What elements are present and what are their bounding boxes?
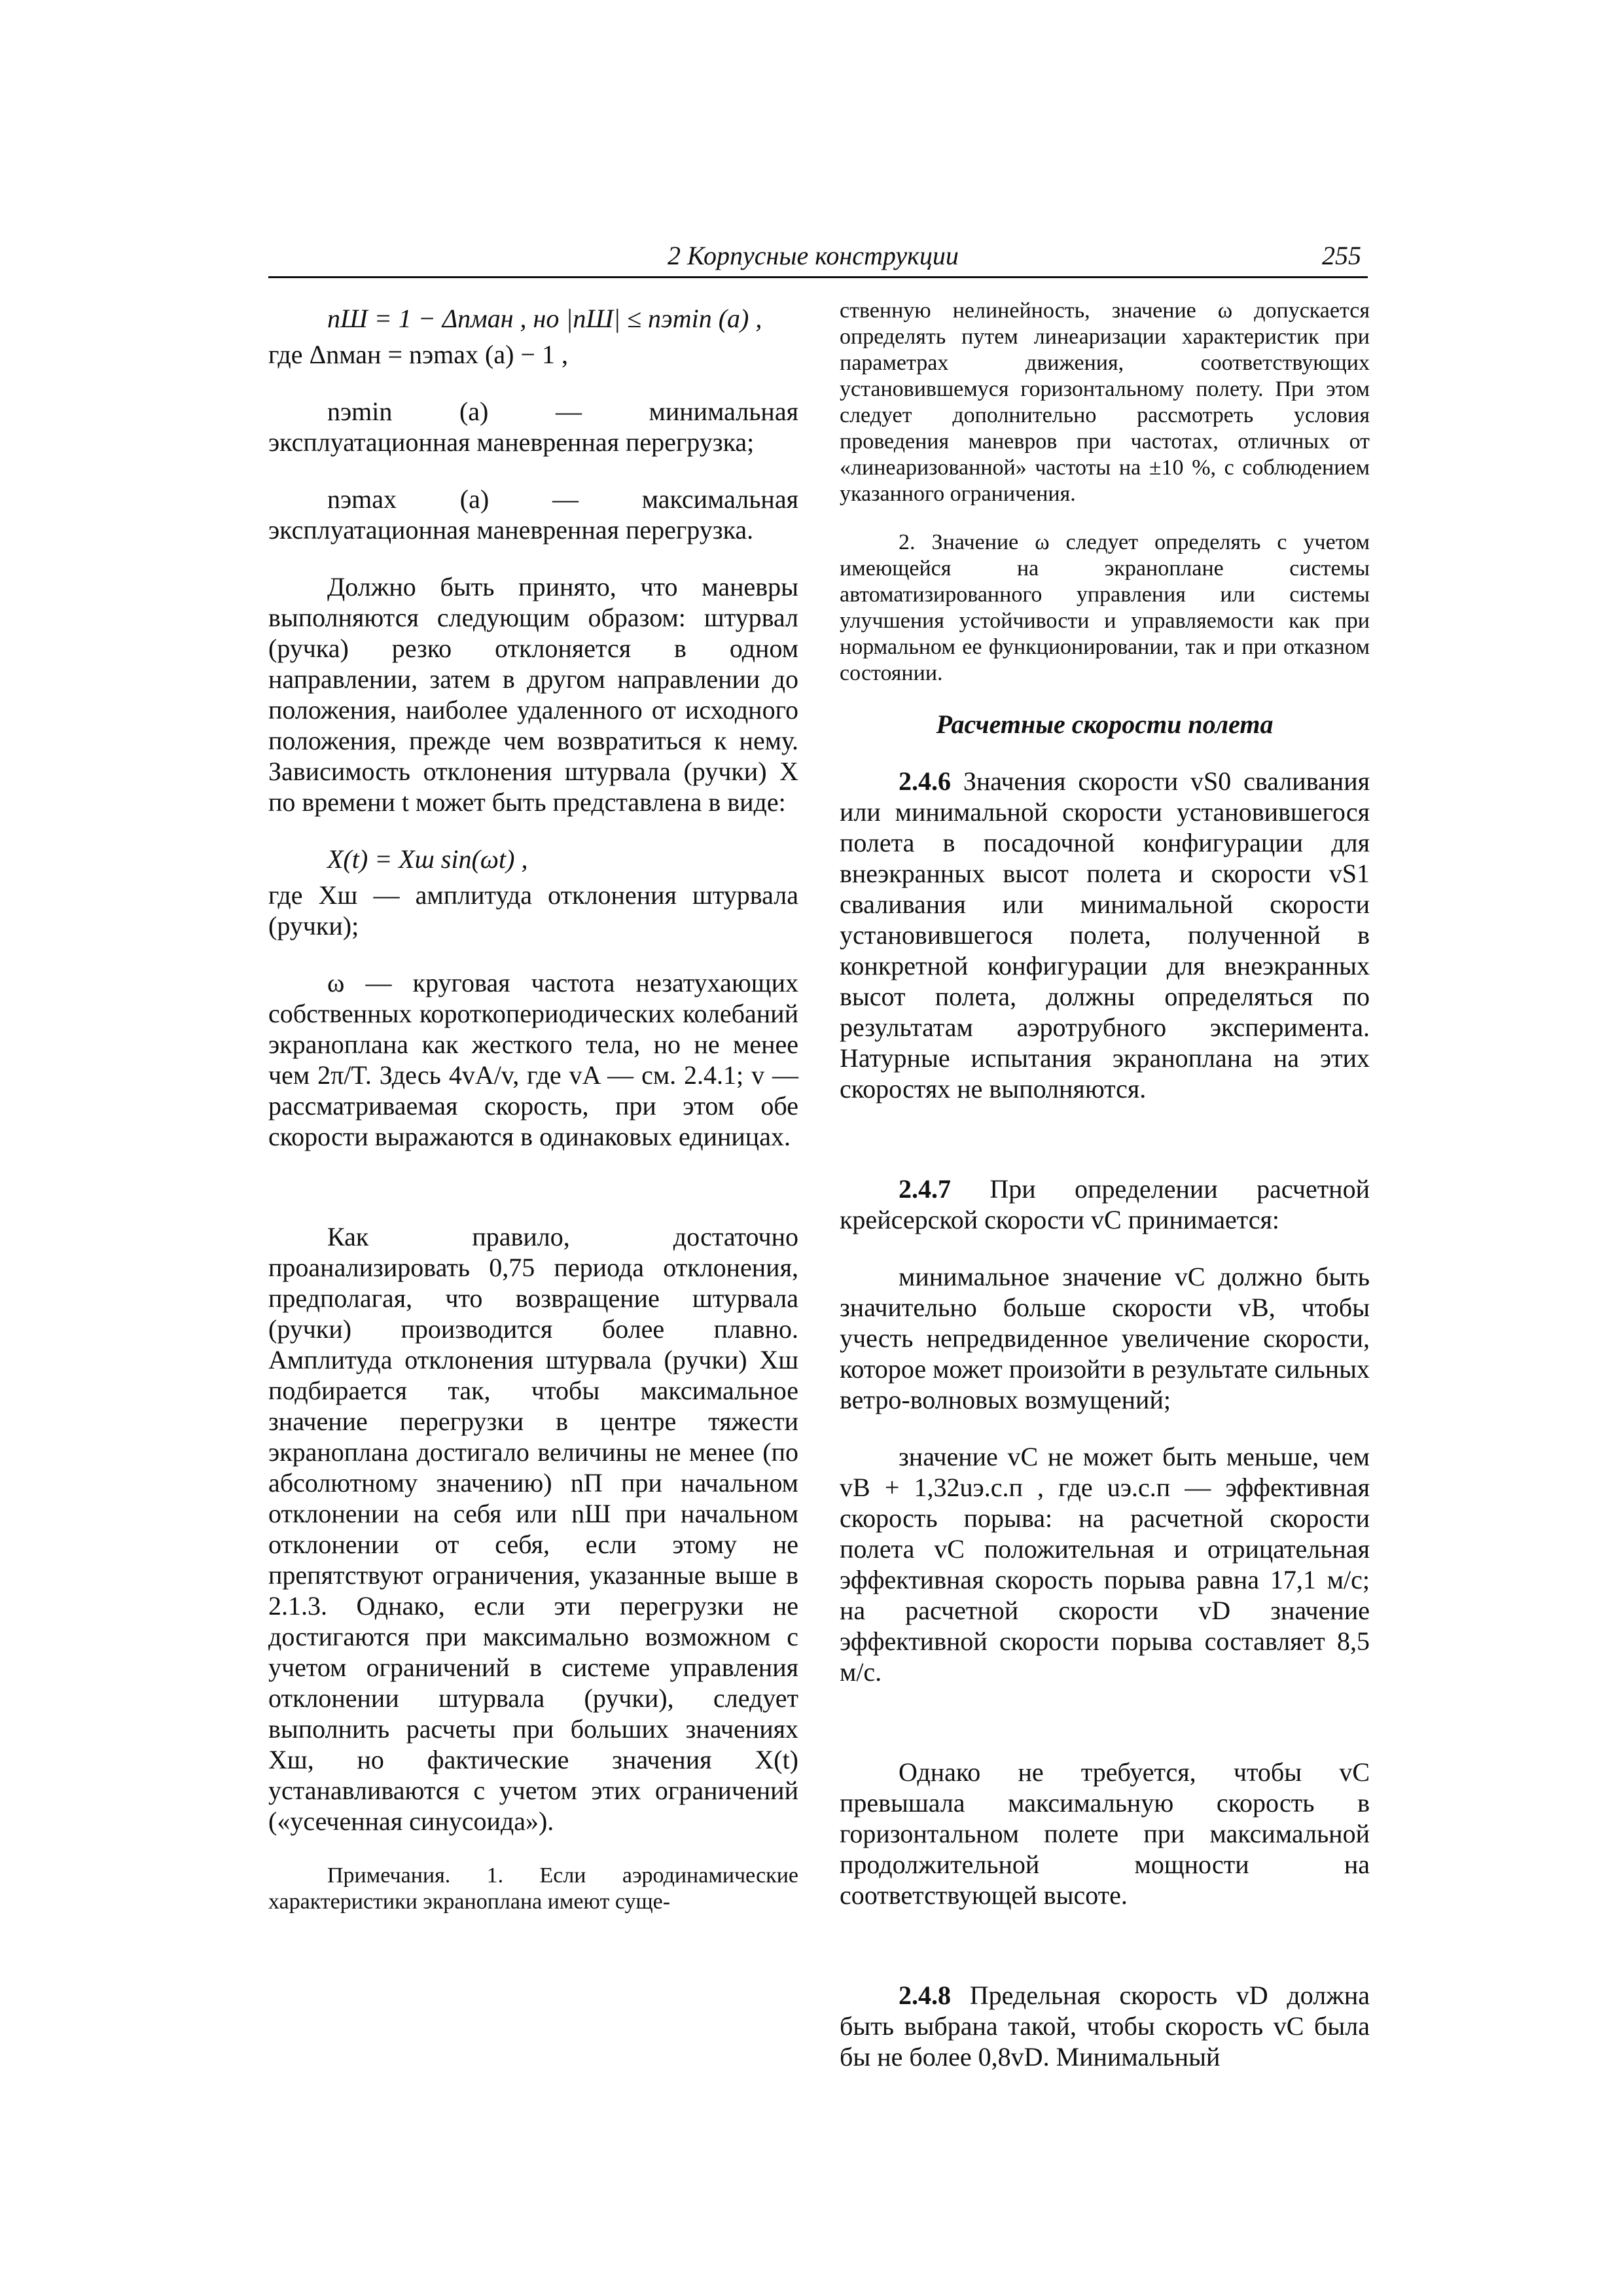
definition-x-sh: где Xш — амплитуда отклонения штурвала (ручки); [268, 880, 798, 941]
paragraph-maneuver: Должно быть принято, что маневры выполняются следующим образом: штурвал (ручка) резко отклоняется в одном направлении, затем в другом направлении до положения, наиболее удаленного от исходного положения, прежде чем возвратиться к нему. Зависимость отклонения штурвала (ручки) X по времени t может быть представлена в виде: [268, 572, 798, 817]
clause-number-2-4-6: 2.4.6 [899, 766, 951, 796]
clause-2-4-7-item-a: минимальное значение vC должно быть значительно больше скорости vB, чтобы учесть непредвиденное увеличение скорости, которое может произойти в результате сильных ветро-волновых возмущений; [840, 1262, 1370, 1414]
clause-2-4-6 [840, 766, 1370, 1104]
formula-x-t: X(t) = Xш sin(ωt) , [327, 844, 528, 874]
note-1-start: Примечания. 1. Если аэродинамические характеристики экраноплана имеют суще- [268, 1863, 798, 1914]
left-column [268, 298, 798, 1937]
subheading-design-speeds: Расчетные скорости полета [936, 709, 1274, 739]
clause-number-2-4-8: 2.4.8 [899, 1981, 951, 2010]
clause-text-2-4-8: Предельная скорость vD должна быть выбрана такой, чтобы скорость vC была бы не более 0,8vD. Минимальный [840, 1981, 1370, 2072]
section-title: 2 Корпусные конструкции [668, 241, 959, 270]
clause-2-4-8 [840, 1980, 1370, 2072]
clause-2-4-7-item-b: значение vC не может быть меньше, чем vB + 1,32uэ.с.п , где uэ.с.п — эффективная скорость порыва: на расчетной скорости полета vC положительная и отрицательная эффективная скорость порыва равна 17,1 м/с; на расчетной скорости vD значение эффективной скорости порыва составляет 8,5 м/с. [840, 1442, 1370, 1687]
paragraph-amplitude: Как правило, достаточно проанализировать 0,75 периода отклонения, предполагая, что возвращение штурвала (ручки) производится более плавно. Амплитуда отклонения штурвала (ручки) Xш подбирается так, чтобы максимальное значение перегрузки в центре тяжести экраноплана достигало величины не менее (по абсолютному значению) nП при начальном отклонении на себя или nШ при начальном отклонении от себя, если этому не препятствуют ограничения, указанные выше в 2.1.3. Однако, если эти перегрузки не достигаются при максимально возможном с учетом ограничений в системе управления отклонении штурвала (ручки), следует выполнить расчеты при больших значениях Xш, но фактические значения X(t) устанавливаются с учетом этих ограничений («усеченная синусоида»). [268, 1222, 798, 1836]
note-1-continued: ственную нелинейность, значение ω допускается определять путем линеаризации характеристик при параметрах движения, соответствующих установившемуся горизонтальному полету. При этом следует дополнительно рассмотреть условия проведения маневров при частотах, отличных от «линеаризованной» частоты на ±10 %, с соблюдением указанного ограничения. [840, 298, 1370, 506]
clause-text-2-4-6: Значения скорости vS0 сваливания или минимальной скорости установившегося полета в посадочной конфигурации для внеэкранных высот полета и скорости vS1 сваливания или минимальной скорости установившегося полета, полученной в конкретной конфигурации для внеэкранных высот полета, должны определяться по результатам аэротрубного эксперимента. Натурные испытания экраноплана на этих скоростях не выполняются. [840, 766, 1370, 1103]
page-number: 255 [1322, 241, 1361, 270]
definition-n-max: nэmax (a) — максимальная эксплуатационная маневренная перегрузка. [268, 484, 798, 545]
formula-delta-n: где Δnман = nэmax (a) − 1 , [268, 340, 568, 369]
clause-2-4-7 [840, 1174, 1370, 1235]
right-column [840, 298, 1370, 2098]
running-header [268, 236, 1368, 278]
formula-n-sh: nШ = 1 − Δnман , но |nШ| ≤ nэmin (a) , [327, 304, 762, 333]
definition-omega: ω — круговая частота незатухающих собственных короткопериодических колебаний экраноплана как жесткого тела, но не менее чем 2π/T. Здесь 4vA/v, где vA — см. 2.4.1; v — рассматриваемая скорость, при этом обе скорости выражаются в одинаковых единицах. [268, 968, 798, 1151]
clause-number-2-4-7: 2.4.7 [899, 1174, 951, 1204]
note-2: 2. Значение ω следует определять с учетом имеющейся на экраноплане системы автоматизированного управления или системы улучшения устойчивости и управляемости как при нормальном ее функционировании, так и при отказном состоянии. [840, 530, 1370, 685]
clause-text-2-4-7: При определении расчетной крейсерской скорости vC принимается: [840, 1174, 1370, 1234]
definition-n-min: nэmin (a) — минимальная эксплуатационная маневренная перегрузка; [268, 397, 798, 457]
clause-2-4-7-item-c: Однако не требуется, чтобы vC превышала максимальную скорость в горизонтальном полете при максимальной продолжительной мощности на соответствующей высоте. [840, 1757, 1370, 1910]
